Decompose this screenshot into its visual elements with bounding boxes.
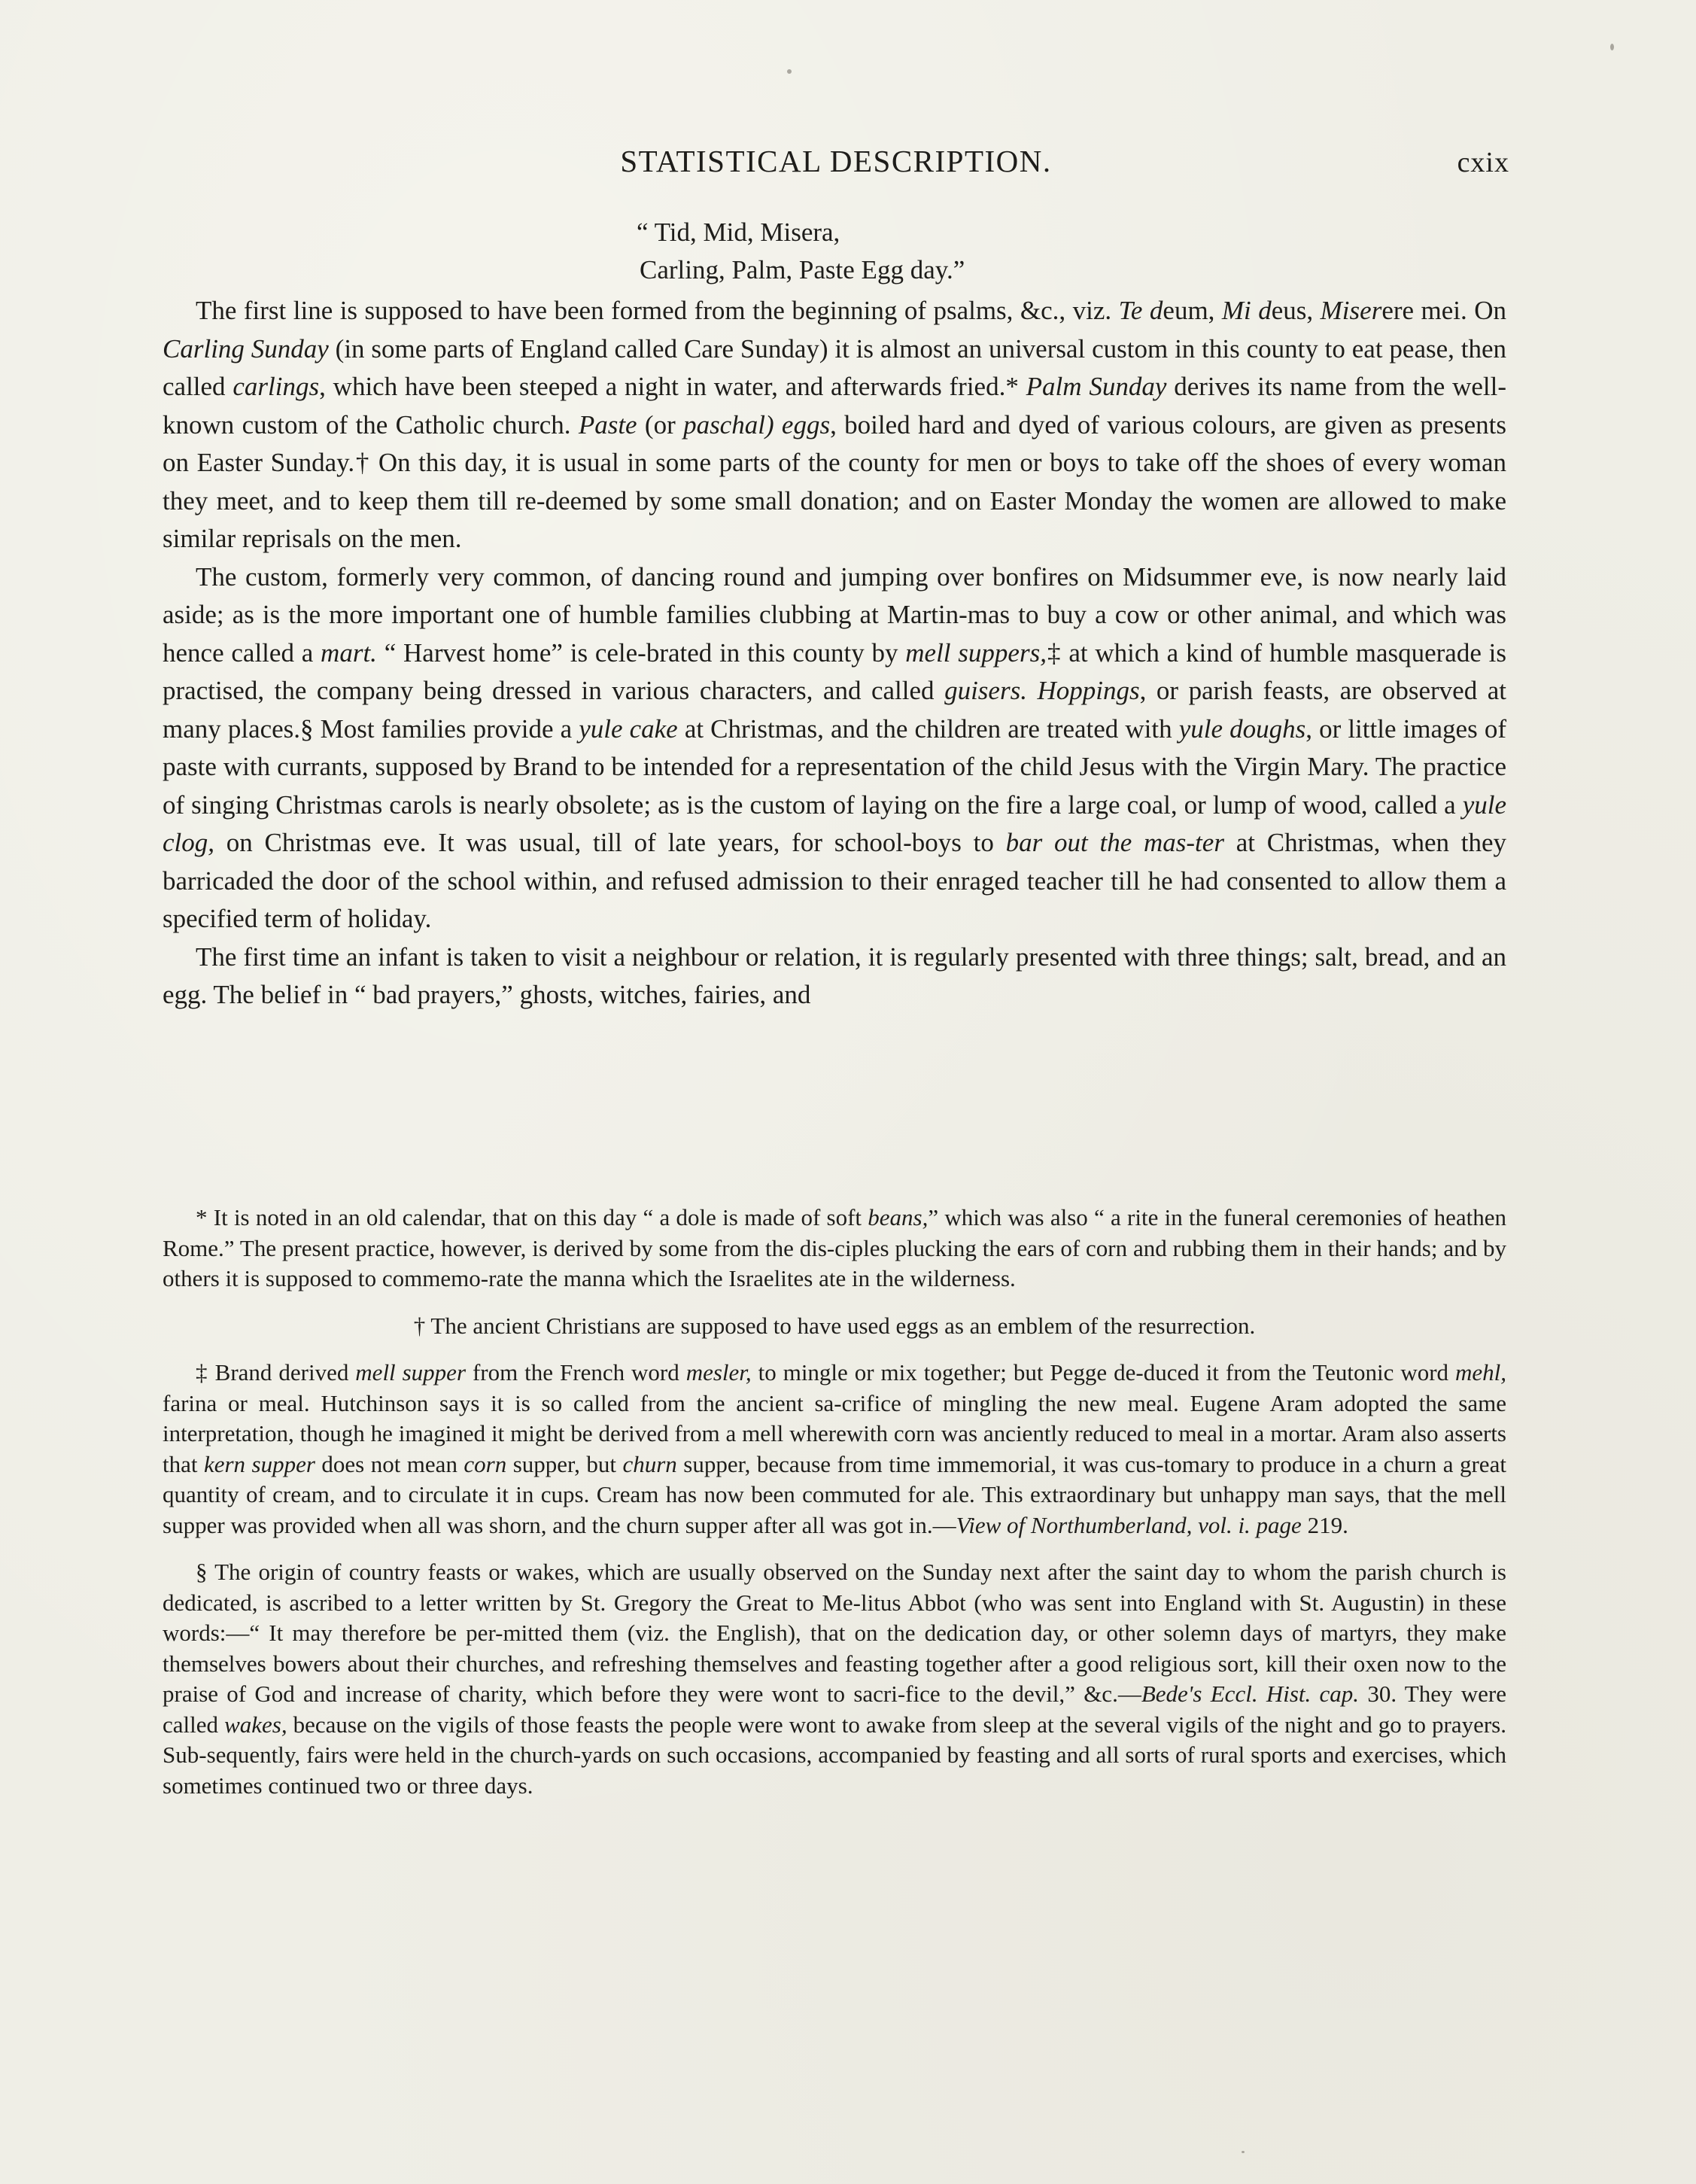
verse-line-2: Carling, Palm, Paste Egg day.” <box>640 255 965 284</box>
footnote-section: § The origin of country feasts or wakes, which are usually observed on the Sunday next after the saint day to whom the parish church is dedicated, is ascribed to a letter written by St. Gregory the Great to Me-litus Abbot (who was sent into England with St. Augustin) in these words:—“ It may therefore be per-mitted them (viz. the English), that on the dedication day, or other solemn days of martyrs, they make themselves bowers about their churches, and refreshing themselves and feasting together after a good religious sort, kill their oxen now to the praise of God and increase of charity, which before they were wont to sacri-fice to the devil,” &c.—Bede's Eccl. Hist. cap. 30. They were called wakes, because on the vigils of those feasts the people were wont to awake from sleep at the several vigils of the night and go to prayers. Sub-sequently, fairs were held in the church-yards on such occasions, accompanied by feasting and all sorts of rural sports and exercises, which sometimes continued two or three days. <box>163 1559 1506 1799</box>
paragraph-2: The custom, formerly very common, of dancing round and jumping over bonfires on Midsummer eve, is now nearly laid aside; as is the more important one of humble families clubbing at Martin-mas to buy a cow or other animal, and which was hence called a mart. “ Harvest home” is cele-brated in this county by mell suppers,‡ at which a kind of humble masquerade is practised, the company being dressed in various characters, and called guisers. Hoppings, or parish feasts, are observed at many places.§ Most families provide a yule cake at Christmas, and the children are treated with yule doughs, or little images of paste with currants, supposed by Brand to be intended for a representation of the child Jesus with the Virgin Mary. The practice of singing Christmas carols is nearly obsolete; as is the custom of laying on the fire a large coal, or lump of wood, called a yule clog, on Christmas eve. It was usual, till of late years, for school-boys to bar out the mas-ter at Christmas, when they barricaded the door of the school within, and refused admission to their enraged teacher till he had consented to allow them a specified term of holiday. <box>163 561 1506 933</box>
footnotes <box>163 1203 1506 1817</box>
verse-quote <box>637 214 965 289</box>
verse-line-1: “ Tid, Mid, Misera, <box>637 217 840 247</box>
footnote-double-dagger: ‡ Brand derived mell supper from the French word mesler, to mingle or mix together; but Pegge de-duced it from the Teutonic word mehl, farina or meal. Hutchinson says it is so called from the ancient sa-crifice of mingling the new meal. Eugene Aram adopted the same interpretation, though he imagined it might be derived from a mell wherewith corn was anciently reduced to meal in a mortar. Aram also asserts that kern supper does not mean corn supper, but churn supper, because from time immemorial, it was cus-tomary to produce in a churn a great quantity of cream, and to circulate it in cups. Cream has now been commuted for ale. This extraordinary but unhappy man says, that the mell supper was provided when all was shorn, and the churn supper after all was got in.—View of Northumberland, vol. i. page 219. <box>163 1359 1507 1538</box>
speck <box>1242 2151 1245 2153</box>
paragraph-1: The first line is supposed to have been formed from the beginning of psalms, &c., viz. Te deum, Mi deus, Miserere mei. On Carling Sunday (in some parts of England called Care Sunday) it is almost an universal custom in this county to eat pease, then called carlings, which have been steeped a night in water, and afterwards fried.* Palm Sunday derives its name from the well-known custom of the Catholic church. Paste (or paschal) eggs, boiled hard and dyed of various colours, are given as presents on Easter Sunday.† On this day, it is usual in some parts of the county for men or boys to take off the shoes of every woman they meet, and to keep them till re-deemed by some small donation; and on Easter Monday the women are allowed to make similar reprisals on the men. <box>163 296 1507 553</box>
speck <box>787 69 792 74</box>
paragraph-3: The first time an infant is taken to visit a neighbour or relation, it is regularly presented with three things; salt, bread, and an egg. The belief in “ bad prayers,” ghosts, witches, fairies, and <box>163 941 1506 1009</box>
page-number: cxix <box>1457 147 1509 178</box>
running-title: STATISTICAL DESCRIPTION. <box>620 144 1052 178</box>
page-header <box>163 143 1509 188</box>
footnote-dagger: † The ancient Christians are supposed to have used eggs as an emblem of the resurrection. <box>413 1312 1256 1339</box>
footnote-asterisk: * It is noted in an old calendar, that on this day “ a dole is made of soft beans,” which was also “ a rite in the funeral ceremonies of heathen Rome.” The present practice, however, is derived by some from the dis-ciples plucking the ears of corn and rubbing them in their hands; and by others it is supposed to commemo-rate the manna which the Israelites ate in the wilderness. <box>163 1204 1506 1291</box>
body-text <box>163 292 1506 1014</box>
speck <box>1610 44 1614 50</box>
